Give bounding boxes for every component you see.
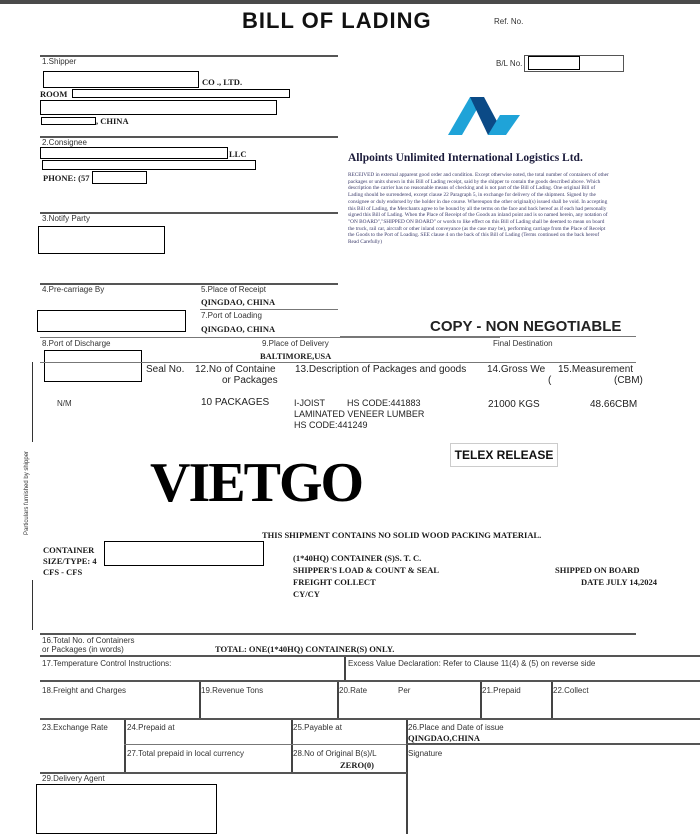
redacted-consignee-name bbox=[40, 147, 228, 159]
redacted-shipper-address bbox=[40, 100, 277, 115]
redacted-port-discharge bbox=[44, 350, 142, 382]
terms-text: RECEIVED in external apparent good order and condition. Except otherwise noted, the total number of containers of other packages or units shown in this Bill of Lading receipt, said by the shipper to contain the goods described above. Which description the carrier has no reasonable means of checking and is not part of the Bill of Lading. One original Bill of Lading should be surrendered, except clause 22 Paragraph 5, in exchange for delivery of the shipment. Signed by the consignee or duly endorsed by the holder in due course. Whereupon the other original(s) issued shall be void. In accepting this Bill of Lading, the Merchants agree to be bound by all the terms on the face and back hereof as if each had personally signed this Bill of Lading. When the Place of Receipt of the Goods an inland point and is so named herein, any notation of "ON BOARD","SHIPPED ON BOARD" or words to like effect on this Bill of Lading shall be deemed to mean on board the truck, rail car, aircraft or other inland conveyance (as the case may be), performing carriage from the Place of Receipt the Goods to the Port of Loading. SEE clause 4 on the back of this Bill of Lading (Terms continued on the back hereof Read Carefully) bbox=[348, 172, 609, 246]
divider bbox=[40, 680, 700, 682]
containers-header-2: or Packages bbox=[222, 375, 278, 386]
telex-release-stamp: TELEX RELEASE bbox=[450, 443, 558, 467]
port-of-loading-value: QINGDAO, CHINA bbox=[201, 324, 276, 334]
freight-line: FREIGHT COLLECT bbox=[293, 577, 376, 587]
bracket-line bbox=[32, 580, 33, 630]
desc-line-2: LAMINATED VENEER LUMBER bbox=[294, 409, 425, 419]
port-of-discharge-label: 8.Port of Discharge bbox=[42, 339, 111, 348]
place-of-receipt-label: 5.Place of Receipt bbox=[201, 285, 266, 294]
collect-label: 22.Collect bbox=[553, 686, 589, 695]
delivery-agent-label: 29.Delivery Agent bbox=[42, 774, 105, 783]
redacted-shipper-name bbox=[43, 71, 199, 88]
redacted-bl-no bbox=[528, 56, 580, 70]
divider bbox=[406, 743, 700, 745]
exchange-rate-label: 23.Exchange Rate bbox=[42, 723, 108, 732]
divider bbox=[340, 336, 636, 337]
payable-at-label: 25.Payable at bbox=[293, 723, 342, 732]
containers-header: 12.No of Containe bbox=[195, 364, 276, 375]
consignee-suffix: LLC bbox=[229, 149, 247, 159]
excess-value-label: Excess Value Declaration: Refer to Clause 11(4) & (5) on reverse side bbox=[348, 659, 596, 668]
originals-label: 28.No of Original B(s)/L bbox=[293, 749, 377, 758]
redacted-delivery-agent bbox=[36, 784, 217, 834]
redacted-notify bbox=[38, 226, 165, 254]
bracket-line bbox=[32, 362, 33, 442]
divider bbox=[124, 720, 126, 772]
copy-non-negotiable: COPY - NON NEGOTIABLE bbox=[430, 318, 622, 335]
load-count-line: SHIPPER'S LOAD & COUNT & SEAL bbox=[293, 565, 440, 575]
divider bbox=[124, 744, 406, 745]
company-name: Allpoints Unlimited International Logistics Ltd. bbox=[348, 152, 583, 164]
redacted-container-no bbox=[104, 541, 264, 566]
notify-label: 3.Notify Party bbox=[42, 214, 91, 223]
shipped-on-board: SHIPPED ON BOARD bbox=[555, 565, 640, 575]
desc-line-1b: HS CODE:441883 bbox=[347, 398, 421, 408]
port-of-loading-label: 7.Port of Loading bbox=[201, 311, 262, 320]
shipper-suffix: CO ., LTD. bbox=[202, 77, 243, 87]
shipper-country: , CHINA bbox=[96, 116, 129, 126]
measurement-header-2: (CBM) bbox=[614, 375, 643, 386]
divider bbox=[40, 655, 700, 657]
place-date-label: 26.Place and Date of issue bbox=[408, 723, 504, 732]
consignee-phone: PHONE: (57 bbox=[43, 173, 90, 183]
temp-control-label: 17.Temperature Control Instructions: bbox=[42, 659, 172, 668]
divider bbox=[40, 55, 338, 57]
total-label-2: or Packages (in words) bbox=[42, 645, 124, 654]
desc-line-3: HS CODE:441249 bbox=[294, 420, 368, 430]
company-logo bbox=[448, 97, 520, 135]
redacted-vessel bbox=[37, 310, 186, 332]
packages-value: 10 PACKAGES bbox=[201, 397, 270, 408]
desc-line-1a: I-JOIST bbox=[294, 398, 325, 408]
container-label: CONTAINER bbox=[43, 545, 95, 555]
size-type-label: SIZE/TYPE: 4 bbox=[43, 556, 97, 566]
place-date-value: QINGDAO,CHINA bbox=[408, 733, 481, 743]
bl-no-label: B/L No. bbox=[496, 59, 523, 68]
gross-weight-value: 21000 KGS bbox=[488, 399, 540, 410]
prepaid-at-label: 24.Prepaid at bbox=[127, 723, 175, 732]
place-of-receipt-value: QINGDAO, CHINA bbox=[201, 297, 276, 307]
originals-value: ZERO(0) bbox=[340, 760, 374, 770]
vietgo-watermark: VIETGO bbox=[150, 452, 363, 514]
total-label-1: 16.Total No. of Containers bbox=[42, 636, 135, 645]
shipper-label: 1.Shipper bbox=[42, 57, 77, 66]
shipper-room: ROOM bbox=[40, 89, 68, 99]
cfs-label: CFS - CFS bbox=[43, 567, 83, 577]
document-title: BILL OF LADING bbox=[242, 8, 432, 33]
description-header: 13.Description of Packages and goods bbox=[295, 364, 467, 375]
freight-charges-label: 18.Freight and Charges bbox=[42, 686, 127, 695]
final-destination-label: Final Destination bbox=[493, 339, 553, 348]
pre-carriage-label: 4.Pre-carriage By bbox=[42, 285, 105, 294]
side-note: Particulars furnished by shipper bbox=[24, 450, 30, 535]
redacted-shipper-city bbox=[41, 117, 96, 125]
total-prepaid-label: 27.Total prepaid in local currency bbox=[127, 749, 244, 758]
per-label: Per bbox=[398, 686, 411, 695]
gross-weight-header-2: ( bbox=[548, 375, 552, 386]
cycy-line: CY/CY bbox=[293, 589, 320, 599]
place-of-delivery-value: BALTIMORE,USA bbox=[260, 351, 332, 361]
total-value: TOTAL: ONE(1*40HQ) CONTAINER(S) ONLY. bbox=[215, 644, 395, 654]
signature-label: Signature bbox=[408, 749, 443, 758]
redacted-phone bbox=[92, 171, 147, 184]
measurement-value: 48.66CBM bbox=[590, 399, 638, 410]
redacted-shipper-room bbox=[72, 89, 290, 98]
divider bbox=[40, 362, 636, 363]
shipped-date: DATE JULY 14,2024 bbox=[581, 577, 657, 587]
rate-label: 20.Rate bbox=[339, 686, 368, 695]
gross-weight-header: 14.Gross We bbox=[487, 364, 546, 375]
no-wood-statement: THIS SHIPMENT CONTAINS NO SOLID WOOD PACKING MATERIAL. bbox=[262, 530, 542, 540]
divider bbox=[40, 718, 700, 720]
divider bbox=[344, 657, 346, 681]
stc-line: (1*40HQ) CONTAINER (S)S. T. C. bbox=[293, 553, 422, 563]
place-of-delivery-label: 9.Place of Delivery bbox=[262, 339, 329, 348]
marks-value: N/M bbox=[57, 399, 72, 408]
measurement-header: 15.Measurement bbox=[558, 364, 634, 375]
divider bbox=[40, 337, 500, 338]
divider bbox=[200, 309, 338, 310]
redacted-consignee-address bbox=[42, 160, 256, 170]
revenue-tons-label: 19.Revenue Tons bbox=[201, 686, 264, 695]
consignee-label: 2.Consignee bbox=[42, 138, 87, 147]
seal-no-header: Seal No. bbox=[146, 364, 185, 375]
ref-no-label: Ref. No. bbox=[494, 17, 524, 26]
prepaid-label: 21.Prepaid bbox=[482, 686, 521, 695]
top-border bbox=[0, 0, 700, 4]
divider bbox=[40, 633, 636, 635]
